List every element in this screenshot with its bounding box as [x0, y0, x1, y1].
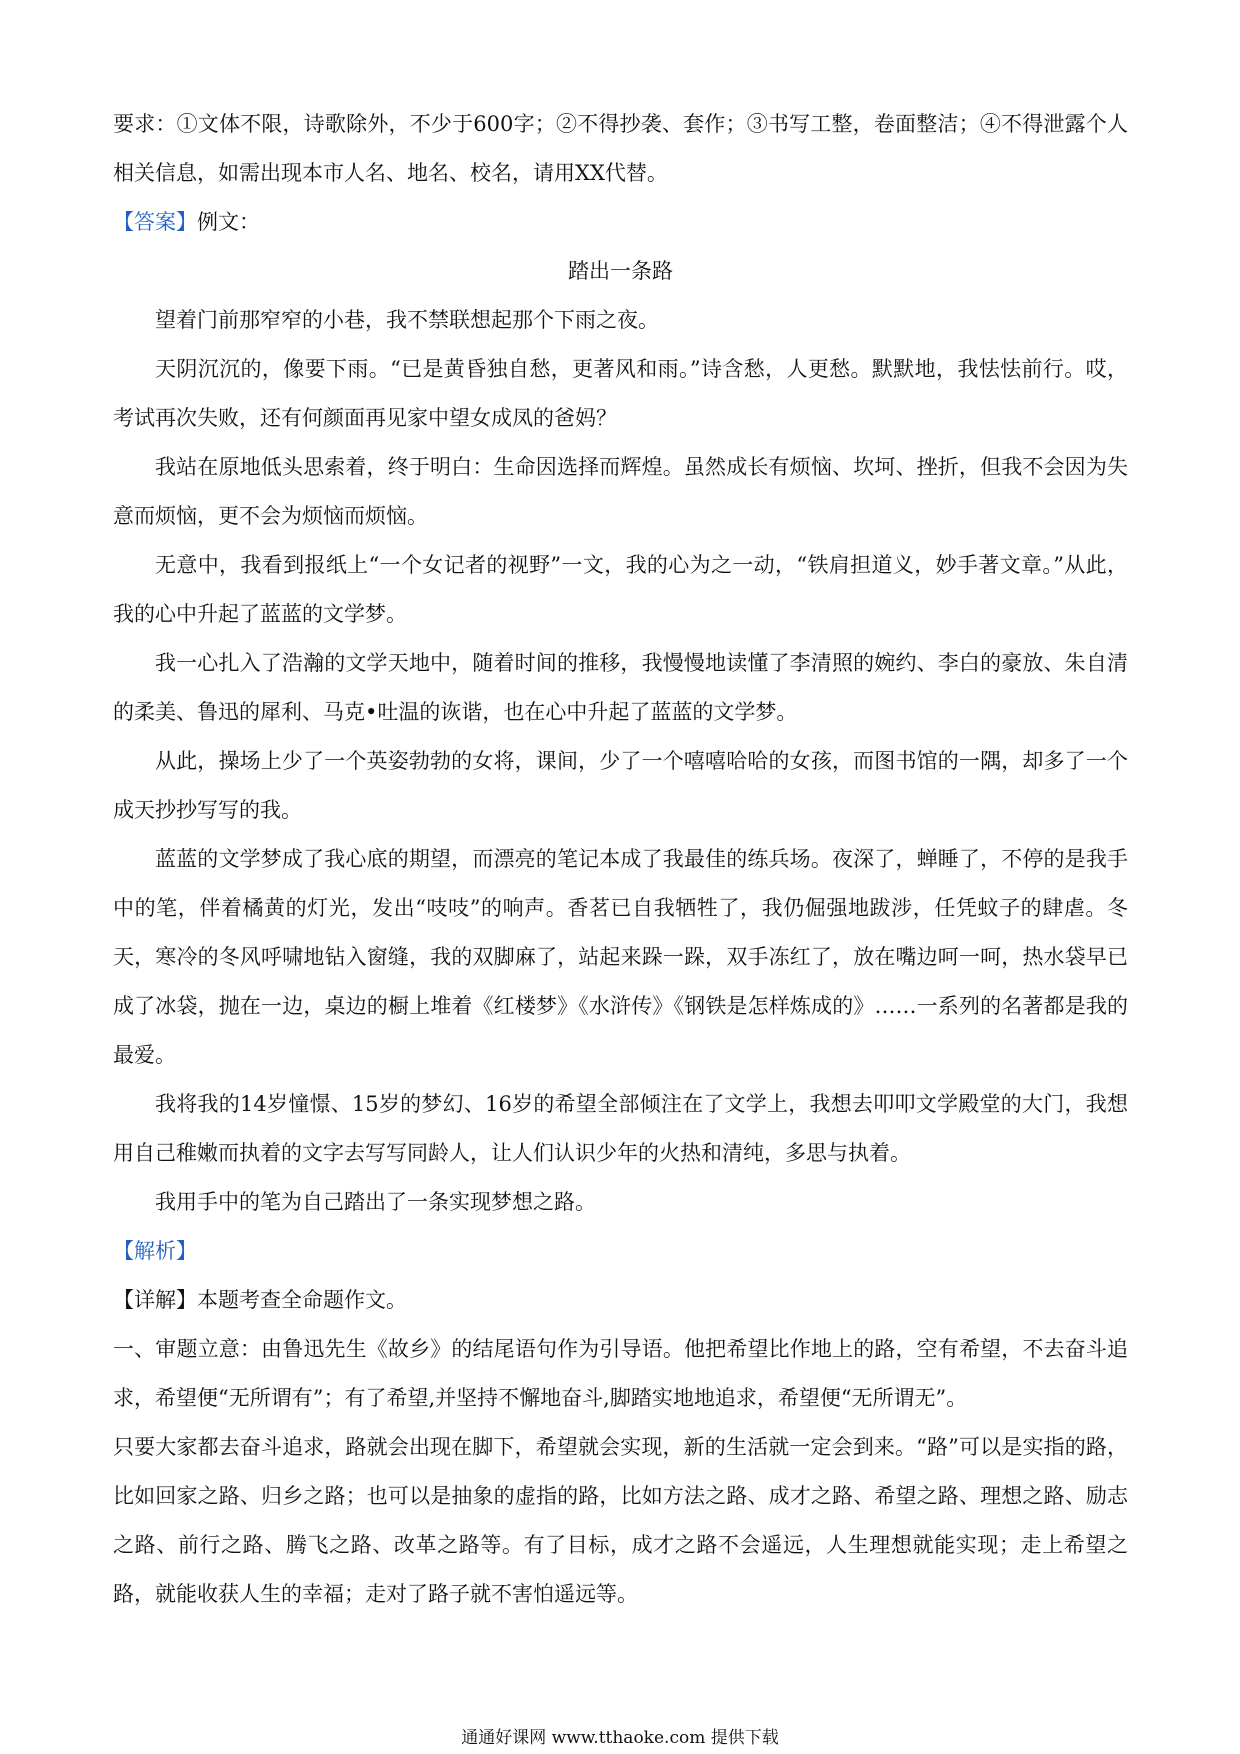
answer-tag: 【答案】: [113, 210, 197, 234]
analysis-line: [113, 1227, 1128, 1276]
detail-text: 本题考查全命题作文。: [197, 1288, 407, 1312]
analysis-tag: 【解析】: [113, 1239, 197, 1263]
page-content: [113, 100, 1128, 1619]
page-footer: 通通好课网 www.tthaoke.com 提供下载: [461, 1728, 779, 1748]
essay-paragraph: 望着门前那窄窄的小巷，我不禁联想起那个下雨之夜。: [155, 308, 659, 332]
essay-paragraph: 无意中，我看到报纸上“一个女记者的视野”一文，我的心为之一动，“铁肩担道义，妙手著文章。”从此，我的心中升起了蓝蓝的文学梦。: [113, 553, 1128, 626]
review-paragraph-2: 只要大家都去奋斗追求，路就会出现在脚下，希望就会实现，新的生活就一定会到来。“路”可以是实指的路，比如回家之路、归乡之路；也可以是抽象的虚指的路，比如方法之路、成才之路、希望之路、理想之路、励志之路、前行之路、腾飞之路、改革之路等。有了目标，成才之路不会遥远，人生理想就能实现；走上希望之路，就能收获人生的幸福；走对了路子就不害怕遥远等。: [113, 1435, 1128, 1606]
essay-paragraph: 天阴沉沉的，像要下雨。“已是黄昏独自愁，更著风和雨。”诗含愁，人更愁。默默地，我怯怯前行。哎，考试再次失败，还有何颜面再见家中望女成凤的爸妈？: [113, 357, 1128, 430]
essay-paragraph: 从此，操场上少了一个英姿勃勃的女将，课间，少了一个嘻嘻哈哈的女孩，而图书馆的一隅，却多了一个成天抄抄写写的我。: [113, 749, 1128, 822]
essay-paragraph: 蓝蓝的文学梦成了我心底的期望，而漂亮的笔记本成了我最佳的练兵场。夜深了，蝉睡了，不停的是我手中的笔，伴着橘黄的灯光，发出“吱吱”的响声。香茗已自我牺牲了，我仍倔强地跋涉，任凭蚊子的肆虐。冬天，寒冷的冬风呼啸地钻入窗缝，我的双脚麻了，站起来跺一跺，双手冻红了，放在嘴边呵一呵，热水袋早已成了冰袋，抛在一边，桌边的橱上堆着《红楼梦》《水浒传》《钢铁是怎样炼成的》……一系列的名著都是我的最爱。: [113, 847, 1128, 1067]
review-paragraph-1: 一、审题立意：由鲁迅先生《故乡》的结尾语句作为引导语。他把希望比作地上的路，空有希望，不去奋斗追求，希望便“无所谓有”；有了希望,并坚持不懈地奋斗,脚踏实地地追求，希望便“无所谓无”。: [113, 1337, 1128, 1410]
essay-paragraph: 我站在原地低头思索着，终于明白：生命因选择而辉煌。虽然成长有烦恼、坎坷、挫折，但我不会因为失意而烦恼，更不会为烦恼而烦恼。: [113, 455, 1128, 528]
essay-paragraph: 我将我的14岁憧憬、15岁的梦幻、16岁的希望全部倾注在了文学上，我想去叩叩文学殿堂的大门，我想用自己稚嫩而执着的文字去写写同龄人，让人们认识少年的火热和清纯，多思与执着。: [113, 1092, 1128, 1165]
detail-tag: 【详解】: [113, 1288, 197, 1312]
requirements-paragraph: 要求：①文体不限，诗歌除外，不少于600字；②不得抄袭、套作；③书写工整，卷面整洁；④不得泄露个人相关信息，如需出现本市人名、地名、校名，请用XX代替。: [113, 112, 1128, 185]
answer-line: [113, 198, 1128, 247]
detail-line: [113, 1276, 1128, 1325]
essay-paragraph: 我一心扎入了浩瀚的文学天地中，随着时间的推移，我慢慢地读懂了李清照的婉约、李白的豪放、朱自清的柔美、鲁迅的犀利、马克•吐温的诙谐，也在心中升起了蓝蓝的文学梦。: [113, 651, 1128, 724]
essay-title: 踏出一条路: [568, 259, 673, 283]
answer-label: 例文：: [197, 210, 260, 234]
essay-paragraph: 我用手中的笔为自己踏出了一条实现梦想之路。: [155, 1190, 596, 1214]
